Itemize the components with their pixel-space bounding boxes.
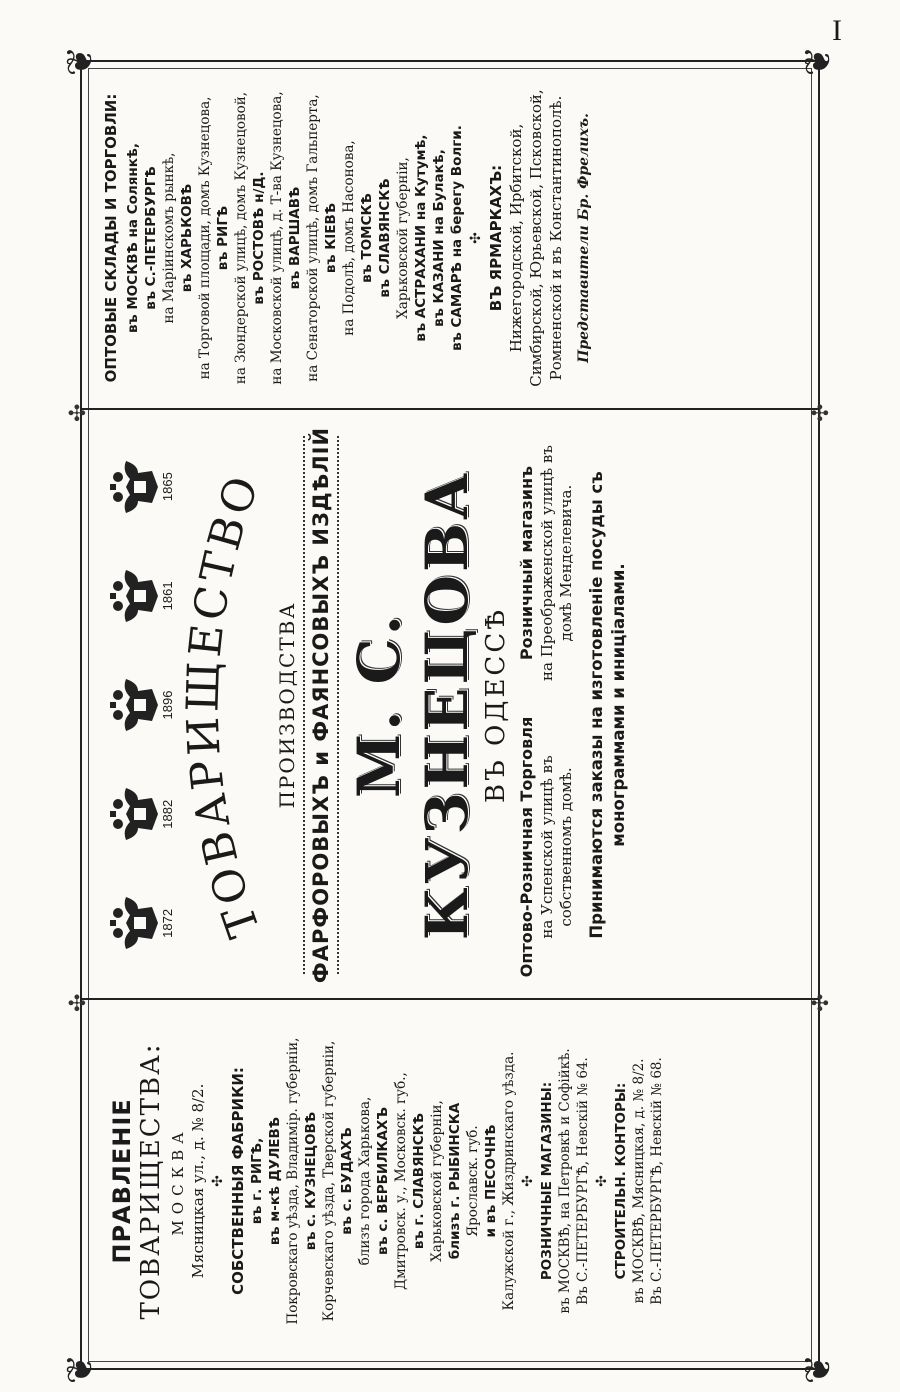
divider-ornament-icon: ✣ [809, 993, 834, 1012]
warehouse-tomsk: въ ТОМСКѢ [359, 193, 375, 283]
factory-rybinsk-location: Ярославск. губ. [465, 1125, 481, 1237]
fairs-list: Нижегородской, Ирбитской, Симбирской, Юрьевской, Псковской, Ромненской и въ Константинополѣ. [507, 89, 565, 387]
double-headed-eagle-icon [108, 893, 160, 953]
corner-ornament-icon: ❦ [60, 45, 101, 77]
medal-year: 1865 [160, 472, 175, 502]
firm-name: М. С. КУЗНЕЦОВА [345, 469, 481, 941]
warehouse-slavyansk: въ СЛАВЯНСКѢ [377, 178, 393, 298]
warehouse-astrakhan: въ АСТРАХАНИ на Кутумѣ, [413, 134, 429, 342]
medal-year: 1882 [160, 799, 175, 829]
city-moscow: МОСКВА [169, 1126, 187, 1236]
left-divider [80, 998, 820, 1000]
medal [108, 784, 175, 844]
representatives: Представители Бр. Фрелихъ. [576, 113, 592, 363]
retail-heading: Розничный магазинъ [517, 465, 536, 661]
partnership-heading: ТОВАРИЩЕСТВА: [136, 1042, 166, 1320]
corner-ornament-icon: ❦ [60, 1353, 101, 1385]
medal-year: 1896 [160, 690, 175, 720]
warehouse-kazan: въ КАЗАНИ на Булакѣ, [431, 149, 447, 327]
factory-rybinsk: близъ г. РЫБИНСКА [447, 1102, 463, 1260]
wholesale-heading: Оптово-Розничная Торговля [517, 716, 536, 978]
factory-kuznetsovo-location: Корчевскаго уѣзда, Тверской губерніи, [321, 1040, 337, 1322]
company-title-text: ТОВАРИЩЕСТВО [177, 466, 271, 944]
factory-kuznetsovo: въ с. КУЗНЕЦОВѢ [303, 1111, 319, 1251]
company-title [177, 467, 270, 944]
warehouse-warsaw-address: на Сенаторской улицѣ, домъ Гальперта, [305, 94, 321, 382]
warehouse-riga: въ РИГѢ [215, 205, 231, 271]
factory-verbilki: въ с. ВЕРБИЛКАХЪ [375, 1107, 391, 1255]
factory-slavyansk: въ г. СЛАВЯНСКѢ [411, 1112, 427, 1250]
dotted-rule [303, 436, 305, 974]
corner-ornament-icon: ❦ [798, 1353, 839, 1385]
double-headed-eagle-icon [108, 784, 160, 844]
retail-address: на Преображенской улицѣ въ домѣ Менделевича. [538, 445, 575, 681]
factory-budy: въ с. БУДАХЪ [339, 1127, 355, 1235]
divider-ornament-icon: ✣ [66, 403, 91, 422]
divider-ornament-icon: ✣ [66, 993, 91, 1012]
divider-ornament-icon: ✣ [809, 403, 834, 422]
retail-shops-heading: РОЗНИЧНЫЕ МАГАЗИНЫ: [539, 1081, 555, 1281]
warehouse-kiev-address: на Подолѣ, домъ Насонова, [341, 140, 357, 336]
warehouse-kiev: въ КІЕВѢ [323, 202, 339, 274]
double-headed-eagle-icon [108, 457, 160, 517]
retail-shop-petersburg: Въ С.-ПЕТЕРБУРГѢ, Невскій № 64. [575, 1057, 591, 1305]
corner-ornament-icon: ❦ [798, 45, 839, 77]
medal [108, 457, 175, 517]
production-label: ПРОИЗВОДСТВА [275, 601, 299, 809]
warehouse-slavyansk-address: Харьковской губерніи, [395, 157, 411, 319]
warehouse-rostov: въ РОСТОВѢ н/Д. [251, 171, 267, 305]
retail-shop-moscow: въ МОСКВѢ, на Петровкѣ и Софійкѣ. [557, 1048, 573, 1314]
products-line: ФАРФОРОВЫХЪ и ФАЯНСОВЫХЪ ИЗДѢЛІЙ [309, 426, 333, 984]
company-title-arc [175, 422, 275, 988]
construction-office-petersburg: Въ С.-ПЕТЕРБУРГѢ, Невскій № 68. [649, 1057, 665, 1305]
separator-icon: ✣ [594, 1175, 610, 1187]
warehouse-moscow: въ МОСКВѢ на Солянкѣ, [125, 143, 141, 334]
factory-pesochnya: и въ ПЕСОЧНѢ [483, 1124, 499, 1238]
warehouses-panel [100, 78, 802, 398]
dotted-rule [337, 436, 339, 974]
warehouse-petersburg-address: на Маріинскомъ рынкѣ, [161, 152, 177, 324]
medal [108, 893, 175, 953]
medal-year: 1861 [160, 581, 175, 611]
board-heading: ПРАВЛЕНІЕ [108, 1098, 136, 1264]
factory-slavyansk-location: Харьковской губерніи, [429, 1100, 445, 1262]
page-number: I [832, 14, 842, 47]
warehouse-samara: въ САМАРѢ на берегу Волги. [449, 125, 465, 351]
fairs-heading: ВЪ ЯРМАРКАХЪ: [487, 164, 505, 312]
medal-row [100, 422, 175, 988]
factory-budy-location: близъ города Харькова, [357, 1096, 373, 1266]
warehouse-petersburg: въ С.-ПЕТЕРБУРГѢ [143, 166, 159, 310]
factory-dulevo: въ м-кѣ ДУЛЕВѢ [267, 1116, 283, 1246]
warehouse-riga-address: на Зюндерской улицѣ, домъ Кузнецовой, [233, 91, 249, 385]
warehouse-kharkov-address: на Торговой площади, домъ Кузнецова, [197, 96, 213, 380]
retail-column [517, 432, 576, 694]
medal [108, 566, 175, 626]
warehouse-warsaw: въ ВАРШАВѢ [287, 186, 303, 290]
board-panel [100, 1010, 802, 1352]
city-odessa: ВЪ ОДЕССѢ [481, 606, 511, 804]
double-headed-eagle-icon [108, 566, 160, 626]
wholesale-address: на Успенской улицѣ въ собственномъ домѣ. [538, 755, 575, 939]
medal-year: 1872 [160, 908, 175, 938]
medal [108, 675, 175, 735]
odessa-shops [517, 422, 576, 988]
separator-icon: ✣ [520, 1175, 536, 1187]
construction-office-moscow: въ МОСКВѢ, Мясницкая, д. № 8/2. [631, 1058, 647, 1304]
right-divider [80, 408, 820, 410]
board-address: Мясницкая ул., д. № 8/2. [189, 1083, 207, 1279]
wholesale-column [517, 716, 576, 978]
orders-notice: Принимаются заказы на изготовленіе посуды съ монограммами и иниціалами. [587, 471, 628, 939]
warehouses-heading: ОПТОВЫЕ СКЛАДЫ И ТОРГОВЛИ: [102, 93, 120, 383]
factories-heading: СОБСТВЕННЫЯ ФАБРИКИ: [229, 1067, 247, 1295]
factory-dulevo-location: Покровскаго уѣзда, Владимір. губерніи, [285, 1037, 301, 1325]
factory-verbilki-location: Дмитровск. у., Московск. губ., [393, 1072, 409, 1290]
construction-offices-heading: СТРОИТЕЛЬН. КОНТОРЫ: [613, 1082, 629, 1280]
double-headed-eagle-icon [108, 675, 160, 735]
separator-icon: ✣ [210, 1175, 226, 1187]
separator-icon: ✣ [468, 232, 484, 244]
factory-pesochnya-location: Калужской г., Жиздринскаго уѣзда. [501, 1051, 517, 1311]
warehouse-rostov-address: на Московской улицѣ, д. Т-ва Кузнецова, [269, 91, 285, 385]
advertisement-sheet [60, 45, 839, 1385]
factory-riga: въ г. РИГѢ, [249, 1137, 265, 1225]
warehouse-kharkov: въ ХАРЬКОВѢ [179, 183, 195, 293]
company-panel [100, 422, 802, 988]
